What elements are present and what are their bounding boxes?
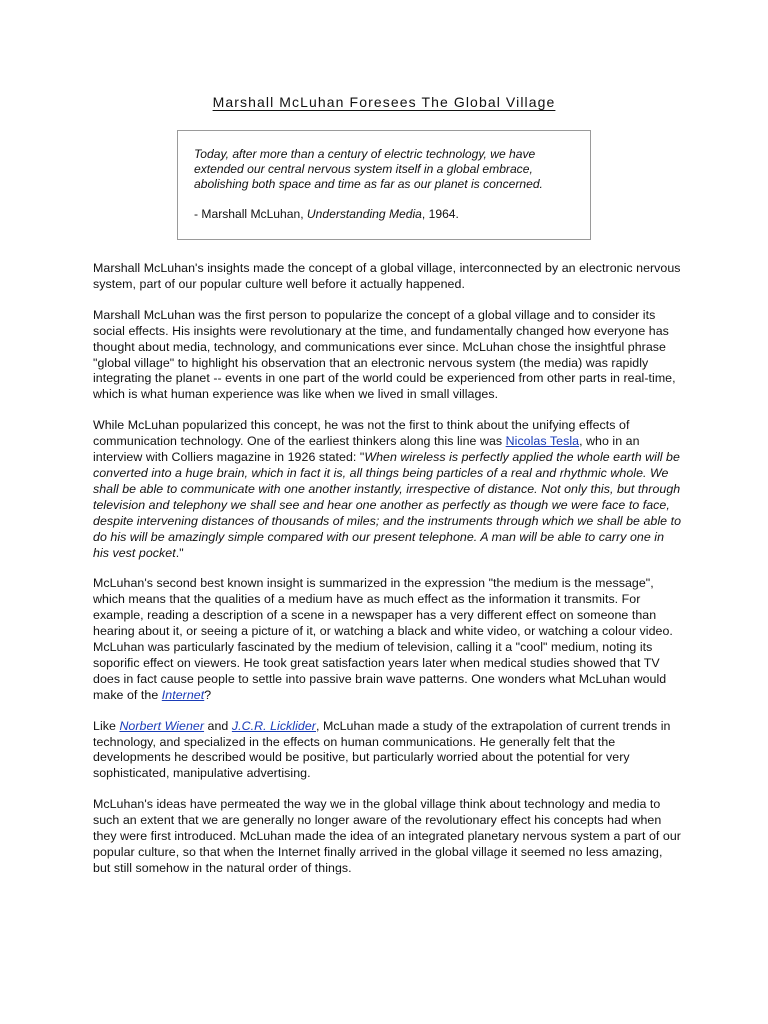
attribution-work: Understanding Media: [306, 207, 422, 221]
attribution-suffix: , 1964.: [421, 207, 459, 221]
article-body: [93, 261, 683, 892]
paragraph-5-and: and: [204, 718, 232, 733]
link-norbert-wiener[interactable]: Norbert Wiener: [119, 718, 205, 733]
epigraph-quote: Today, after more than a century of electric technology, we have extended our central nervous system itself in a global embrace, abolishing both space and time as far as our planet is concerned.: [194, 147, 543, 191]
tesla-quote: When wireless is perfectly applied the whole earth will be converted into a huge brain, which in fact it is, all things being particles of a real and rhythmic whole. We shall be able to communicate with one another instantly, irrespective of distance. Not only this, but through television and telephony we shall see and hear one another as perfectly as though we were face to face, despite intervening distances of thousands of miles; and the instruments through which we shall be able to do his will be amazingly simple compared with our present telephone. A man will be able to carry one in his vest pocket: [93, 450, 682, 560]
paragraph-5-start: Like: [93, 718, 120, 733]
paragraph-4-text: McLuhan's second best known insight is summarized in the expression "the medium is the message", which means that the qualities of a medium have as much effect as the information it transmits. For example, reading a description of a scene in a newspaper has a very different effect on someone than hearing about it, or seeing a picture of it, or watching a black and white video, or watching a colour video. McLuhan was particularly fascinated by the medium of television, calling it a "cool" medium, noting its soporific effect on viewers. He took great satisfaction years later when medical studies showed that TV does in fact cause people to settle into passive brain wave patterns. One wonders what McLuhan would make of the: [93, 576, 673, 702]
paragraph-1: Marshall McLuhan's insights made the concept of a global village, interconnected by an electronic nervous system, part of our popular culture well before it actually happened.: [93, 261, 681, 291]
paragraph-3-end: .": [175, 545, 184, 560]
paragraph-4: [93, 576, 683, 703]
paragraph-6: McLuhan's ideas have permeated the way we in the global village think about technology and media to such an extent that we are generally no longer aware of the revolutionary effect his concepts had when they were first introduced. McLuhan made the idea of an integrated planetary nervous system a part of our popular culture, so that when the Internet finally arrived in the global village it seemed no less amazing, but still somehow in the natural order of things.: [93, 797, 681, 875]
page-title: Marshall McLuhan Foresees The Global Village: [212, 94, 556, 110]
paragraph-2: Marshall McLuhan was the first person to popularize the concept of a global village and to consider its social effects. His insights were revolutionary at the time, and fundamentally changed how everyone has thought about media, technology, and communications ever since. McLuhan chose the insightful phrase "global village" to highlight his observation that an electronic nervous system (the media) was rapidly integrating the planet -- events in one part of the world could be experienced from other parts in real-time, which is what human experience was like when we lived in small villages.: [93, 307, 676, 402]
paragraph-3-mid: , who in an interview with Colliers magazine in 1926 stated: ": [93, 434, 640, 465]
link-internet[interactable]: Internet: [161, 687, 205, 702]
paragraph-4-end: ?: [204, 687, 212, 702]
paragraph-3-intro: While McLuhan popularized this concept, he was not the first to think about the unifying effects of communication technology. One of the earliest thinkers along this line was: [93, 418, 630, 449]
paragraph-5-rest: , McLuhan made a study of the extrapolation of current trends in technology, and specialized in the effects on human communications. He generally felt that the developments he described would be positive, but particularly worried about the potential for very sophisticated, manipulative advertising.: [93, 718, 671, 781]
attribution-prefix: - Marshall McLuhan,: [194, 207, 307, 221]
link-nicolas-tesla[interactable]: Nicolas Tesla: [505, 434, 580, 449]
epigraph-box: [177, 130, 591, 240]
epigraph-attribution: [194, 207, 570, 222]
paragraph-3: [93, 418, 683, 561]
link-jcr-licklider[interactable]: J.C.R. Licklider: [231, 718, 316, 733]
paragraph-5: [93, 719, 683, 783]
